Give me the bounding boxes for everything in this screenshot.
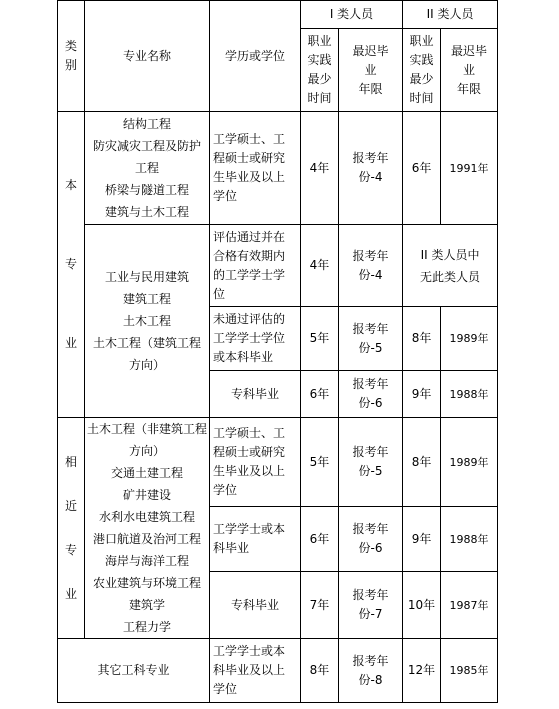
header-degree: 学历或学位 <box>210 1 301 112</box>
practice1-cell: 4年 <box>301 112 339 225</box>
section-benzhuanye: 本 专 业 <box>58 112 85 418</box>
section-xiangjin: 相 近 专 业 <box>58 418 85 639</box>
practice2-cell: 12年 <box>403 639 441 703</box>
header-practice2: 职业 实践 最少 时间 <box>403 29 441 112</box>
degree-cell: 工学学士或本 科毕业及以上 学位 <box>210 639 301 703</box>
major-group1: 结构工程 防灾减灾工程及防护 工程 桥梁与隧道工程 建筑与土木工程 <box>85 112 210 225</box>
practice1-cell: 4年 <box>301 225 339 307</box>
grad1-cell: 报考年 份-5 <box>339 307 403 371</box>
qualification-table <box>57 0 498 703</box>
grad2-cell: 1985年 <box>441 639 498 703</box>
grad1-cell: 报考年 份-6 <box>339 371 403 418</box>
section-other: 其它工科专业 <box>58 639 210 703</box>
practice1-cell: 5年 <box>301 418 339 507</box>
degree-cell: 工学硕士、工 程硕士或研究 生毕业及以上 学位 <box>210 112 301 225</box>
degree-cell: 工学硕士、工 程硕士或研究 生毕业及以上 学位 <box>210 418 301 507</box>
practice1-cell: 6年 <box>301 371 339 418</box>
table-row <box>58 225 498 307</box>
practice1-cell: 8年 <box>301 639 339 703</box>
grad2-cell: 1991年 <box>441 112 498 225</box>
grad2-cell: 1988年 <box>441 507 498 572</box>
grad2-cell: 1989年 <box>441 418 498 507</box>
header-grad2: 最迟毕 业 年限 <box>441 29 498 112</box>
grad1-cell: 报考年 份-7 <box>339 572 403 639</box>
header-major: 专业名称 <box>85 1 210 112</box>
practice2-cell: 6年 <box>403 112 441 225</box>
degree-cell: 工学学士或本 科毕业 <box>210 507 301 572</box>
degree-cell: 未通过评估的 工学学士学位 或本科毕业 <box>210 307 301 371</box>
table-row <box>58 418 498 507</box>
practice2-cell: 10年 <box>403 572 441 639</box>
major-group3: 土木工程（非建筑工程 方向） 交通土建工程 矿井建设 水利水电建筑工程 港口航道及治河工程 海岸与海洋工程 农业建筑与环境工程 建筑学 工程力学 <box>85 418 210 639</box>
header-grad1: 最迟毕 业 年限 <box>339 29 403 112</box>
class2-none-cell: II 类人员中 无此类人员 <box>403 225 498 307</box>
major-group2: 工业与民用建筑 建筑工程 土木工程 土木工程（建筑工程 方向） <box>85 225 210 418</box>
practice2-cell: 9年 <box>403 507 441 572</box>
practice2-cell: 8年 <box>403 418 441 507</box>
grad2-cell: 1987年 <box>441 572 498 639</box>
grad1-cell: 报考年 份-8 <box>339 639 403 703</box>
practice2-cell: 8年 <box>403 307 441 371</box>
header-category: 类 别 <box>58 1 85 112</box>
table-row <box>58 639 498 703</box>
grad1-cell: 报考年 份-4 <box>339 225 403 307</box>
practice1-cell: 6年 <box>301 507 339 572</box>
grad1-cell: 报考年 份-4 <box>339 112 403 225</box>
degree-cell: 专科毕业 <box>210 572 301 639</box>
grad2-cell: 1988年 <box>441 371 498 418</box>
practice1-cell: 7年 <box>301 572 339 639</box>
header-class2: II 类人员 <box>403 1 498 29</box>
table-row <box>58 112 498 225</box>
practice1-cell: 5年 <box>301 307 339 371</box>
degree-cell: 专科毕业 <box>210 371 301 418</box>
practice2-cell: 9年 <box>403 371 441 418</box>
grad2-cell: 1989年 <box>441 307 498 371</box>
grad1-cell: 报考年 份-6 <box>339 507 403 572</box>
grad1-cell: 报考年 份-5 <box>339 418 403 507</box>
degree-cell: 评估通过并在 合格有效期内 的工学学士学 位 <box>210 225 301 307</box>
header-class1: I 类人员 <box>301 1 403 29</box>
header-practice1: 职业 实践 最少 时间 <box>301 29 339 112</box>
